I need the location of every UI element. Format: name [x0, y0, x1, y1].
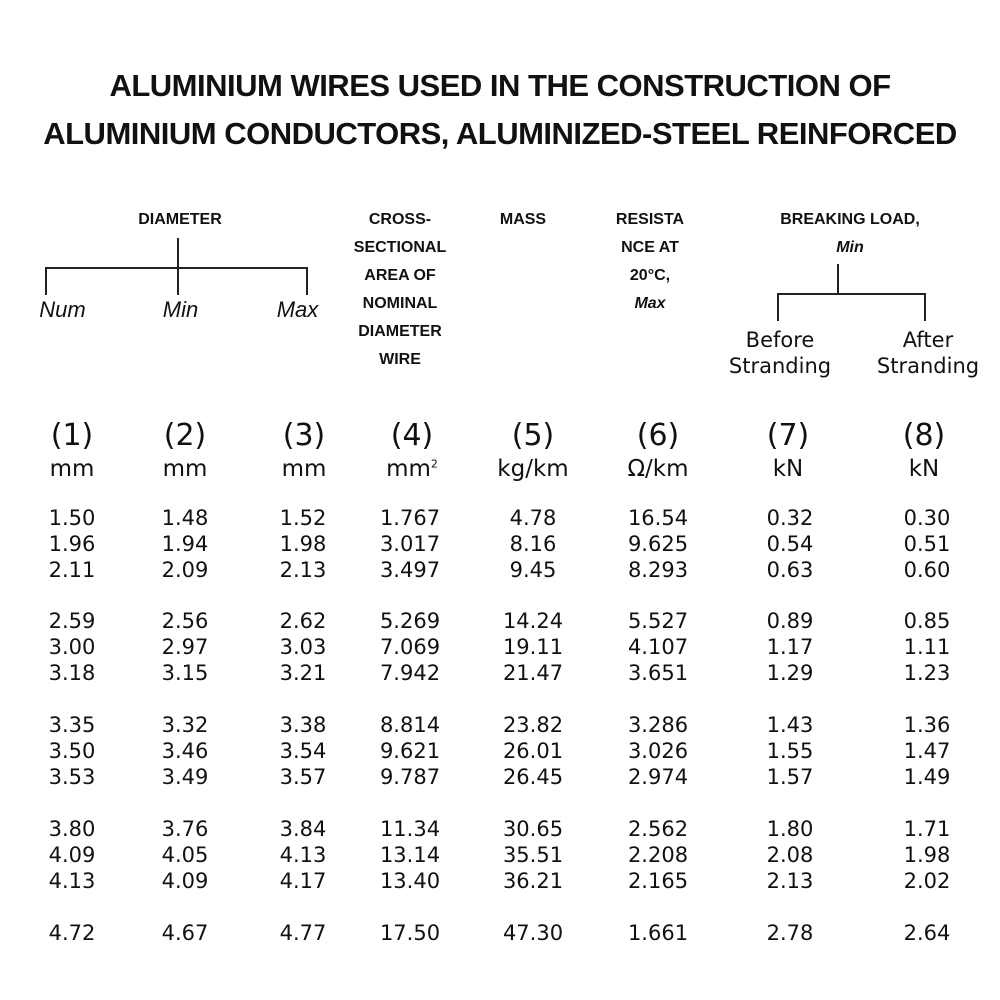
table-cell-col-4: 7.942 [379, 661, 441, 685]
resistance-line-3: 20°C, [629, 267, 671, 284]
table-cell-col-3: 3.03 [279, 635, 327, 659]
cross-section-line-6: WIRE [379, 351, 421, 368]
table-cell-col-6: 9.625 [627, 532, 689, 556]
resistance-line-4: Max [634, 295, 666, 312]
table-cell-col-2: 2.56 [161, 609, 209, 633]
table-cell-col-6: 3.286 [627, 713, 689, 737]
table-cell-col-7: 2.13 [766, 869, 814, 893]
breaking-bracket-stem [837, 264, 839, 294]
table-cell-col-3: 3.57 [279, 765, 327, 789]
table-cell-col-5: 36.21 [502, 869, 564, 893]
table-cell-col-7: 1.29 [766, 661, 814, 685]
table-cell-col-8: 1.11 [903, 635, 951, 659]
table-cell-col-8: 1.71 [903, 817, 951, 841]
table-cell-col-7: 1.55 [766, 739, 814, 763]
table-cell-col-3: 4.17 [279, 869, 327, 893]
column-number-2: (2) [163, 418, 207, 453]
table-cell-col-4: 9.787 [379, 765, 441, 789]
table-cell-col-5: 47.30 [502, 921, 564, 945]
table-cell-col-2: 3.46 [161, 739, 209, 763]
cross-section-header [330, 206, 470, 374]
cross-section-line-1: CROSS- [368, 211, 432, 228]
table-cell-col-1: 3.18 [48, 661, 96, 685]
table-cell-col-7: 2.08 [766, 843, 814, 867]
table-cell-col-2: 1.94 [161, 532, 209, 556]
unit-1: mm [49, 456, 95, 482]
before-line-2: Stranding [728, 354, 832, 378]
page-title-line-1: ALUMINIUM WIRES USED IN THE CONSTRUCTION OF [109, 68, 891, 103]
after-line-1: After [902, 328, 954, 352]
breaking-bracket-bar [777, 293, 926, 295]
column-number-5: (5) [511, 418, 555, 453]
table-cell-col-1: 3.50 [48, 739, 96, 763]
table-cell-col-2: 3.49 [161, 765, 209, 789]
table-cell-col-5: 8.16 [509, 532, 557, 556]
table-cell-col-3: 2.62 [279, 609, 327, 633]
table-cell-col-6: 1.661 [627, 921, 689, 945]
max-subheader: Max [276, 297, 319, 322]
table-cell-col-7: 0.32 [766, 506, 814, 530]
unit-4 [352, 456, 472, 482]
breaking-bracket-right [924, 293, 926, 321]
cross-section-line-4: NOMINAL [362, 295, 438, 312]
table-cell-col-8: 1.47 [903, 739, 951, 763]
table-cell-col-6: 8.293 [627, 558, 689, 582]
table-cell-col-1: 3.80 [48, 817, 96, 841]
breaking-load-header: BREAKING LOAD, [780, 211, 920, 228]
table-cell-col-7: 1.57 [766, 765, 814, 789]
table-cell-col-1: 1.50 [48, 506, 96, 530]
table-cell-col-3: 1.52 [279, 506, 327, 530]
table-cell-col-7: 1.80 [766, 817, 814, 841]
table-cell-col-8: 0.51 [903, 532, 951, 556]
table-cell-col-5: 14.24 [502, 609, 564, 633]
table-cell-col-4: 9.621 [379, 739, 441, 763]
resistance-line-1: RESISTA [615, 211, 685, 228]
breaking-load-min: Min [836, 239, 864, 256]
table-cell-col-5: 26.45 [502, 765, 564, 789]
table-cell-col-8: 1.98 [903, 843, 951, 867]
table-cell-col-7: 0.89 [766, 609, 814, 633]
unit-7: kN [772, 456, 804, 482]
after-stranding-subheader [868, 327, 988, 379]
table-cell-col-3: 4.13 [279, 843, 327, 867]
table-cell-col-6: 3.026 [627, 739, 689, 763]
column-number-7: (7) [766, 418, 810, 453]
min-subheader: Min [162, 297, 199, 322]
table-cell-col-7: 1.43 [766, 713, 814, 737]
table-cell-col-4: 13.14 [379, 843, 441, 867]
unit-8: kN [908, 456, 940, 482]
table-cell-col-7: 0.54 [766, 532, 814, 556]
column-number-1: (1) [50, 418, 94, 453]
after-line-2: Stranding [876, 354, 980, 378]
table-cell-col-3: 1.98 [279, 532, 327, 556]
diameter-bracket-stem [177, 238, 179, 268]
table-cell-col-2: 2.09 [161, 558, 209, 582]
table-cell-col-6: 16.54 [627, 506, 689, 530]
table-cell-col-4: 7.069 [379, 635, 441, 659]
column-number-4: (4) [390, 418, 434, 453]
table-cell-col-8: 2.64 [903, 921, 951, 945]
table-cell-col-5: 23.82 [502, 713, 564, 737]
table-cell-col-2: 2.97 [161, 635, 209, 659]
table-cell-col-2: 4.09 [161, 869, 209, 893]
unit-2: mm [162, 456, 208, 482]
table-cell-col-6: 2.208 [627, 843, 689, 867]
table-cell-col-8: 1.23 [903, 661, 951, 685]
unit-5: kg/km [497, 456, 569, 482]
table-cell-col-1: 3.53 [48, 765, 96, 789]
table-cell-col-4: 17.50 [379, 921, 441, 945]
table-cell-col-3: 3.84 [279, 817, 327, 841]
table-cell-col-3: 4.77 [279, 921, 327, 945]
table-cell-col-5: 19.11 [502, 635, 564, 659]
mass-header: MASS [499, 211, 547, 228]
table-cell-col-8: 0.60 [903, 558, 951, 582]
table-cell-col-7: 1.17 [766, 635, 814, 659]
table-cell-col-4: 11.34 [379, 817, 441, 841]
diameter-bracket-right [306, 267, 308, 295]
table-cell-col-5: 21.47 [502, 661, 564, 685]
table-cell-col-5: 35.51 [502, 843, 564, 867]
table-cell-col-2: 4.05 [161, 843, 209, 867]
table-cell-col-6: 3.651 [627, 661, 689, 685]
table-cell-col-1: 4.72 [48, 921, 96, 945]
table-cell-col-2: 1.48 [161, 506, 209, 530]
table-cell-col-1: 4.09 [48, 843, 96, 867]
table-cell-col-1: 1.96 [48, 532, 96, 556]
before-line-1: Before [745, 328, 815, 352]
table-cell-col-8: 1.49 [903, 765, 951, 789]
table-cell-col-5: 4.78 [509, 506, 557, 530]
cross-section-line-2: SECTIONAL [353, 239, 447, 256]
diameter-bracket-mid [177, 267, 179, 295]
table-cell-col-3: 3.21 [279, 661, 327, 685]
table-cell-col-4: 13.40 [379, 869, 441, 893]
table-cell-col-3: 2.13 [279, 558, 327, 582]
table-cell-col-1: 3.35 [48, 713, 96, 737]
table-cell-col-5: 26.01 [502, 739, 564, 763]
unit-4-text: mm [386, 456, 431, 482]
table-cell-col-7: 2.78 [766, 921, 814, 945]
diameter-header: DIAMETER [138, 211, 222, 228]
table-cell-col-8: 0.30 [903, 506, 951, 530]
table-cell-col-2: 3.76 [161, 817, 209, 841]
diameter-bracket-left [45, 267, 47, 295]
unit-6: Ω/km [627, 456, 689, 482]
table-cell-col-6: 2.562 [627, 817, 689, 841]
table-cell-col-4: 8.814 [379, 713, 441, 737]
table-cell-col-3: 3.38 [279, 713, 327, 737]
table-cell-col-4: 5.269 [379, 609, 441, 633]
before-stranding-subheader [720, 327, 840, 379]
table-cell-col-3: 3.54 [279, 739, 327, 763]
resistance-header [595, 206, 705, 318]
table-cell-col-2: 3.32 [161, 713, 209, 737]
table-cell-col-7: 0.63 [766, 558, 814, 582]
table-cell-col-6: 5.527 [627, 609, 689, 633]
table-cell-col-1: 2.11 [48, 558, 96, 582]
breaking-bracket-left [777, 293, 779, 321]
page-title-line-2: ALUMINIUM CONDUCTORS, ALUMINIZED-STEEL REINFORCED [43, 116, 957, 151]
unit-3: mm [281, 456, 327, 482]
table-cell-col-8: 0.85 [903, 609, 951, 633]
column-number-3: (3) [282, 418, 326, 453]
table-cell-col-6: 4.107 [627, 635, 689, 659]
table-cell-col-1: 2.59 [48, 609, 96, 633]
table-cell-col-6: 2.974 [627, 765, 689, 789]
column-number-6: (6) [636, 418, 680, 453]
num-subheader: Num [39, 297, 86, 322]
table-cell-col-5: 9.45 [509, 558, 557, 582]
table-cell-col-2: 3.15 [161, 661, 209, 685]
table-cell-col-5: 30.65 [502, 817, 564, 841]
table-cell-col-8: 1.36 [903, 713, 951, 737]
column-number-8: (8) [902, 418, 946, 453]
table-cell-col-4: 3.017 [379, 532, 441, 556]
table-cell-col-8: 2.02 [903, 869, 951, 893]
table-cell-col-4: 3.497 [379, 558, 441, 582]
cross-section-line-3: AREA OF [364, 267, 436, 284]
table-cell-col-1: 3.00 [48, 635, 96, 659]
table-cell-col-6: 2.165 [627, 869, 689, 893]
resistance-line-2: NCE AT [621, 239, 679, 256]
table-cell-col-4: 1.767 [379, 506, 441, 530]
table-cell-col-1: 4.13 [48, 869, 96, 893]
unit-4-superscript: 2 [430, 457, 438, 471]
table-cell-col-2: 4.67 [161, 921, 209, 945]
cross-section-line-5: DIAMETER [358, 323, 442, 340]
